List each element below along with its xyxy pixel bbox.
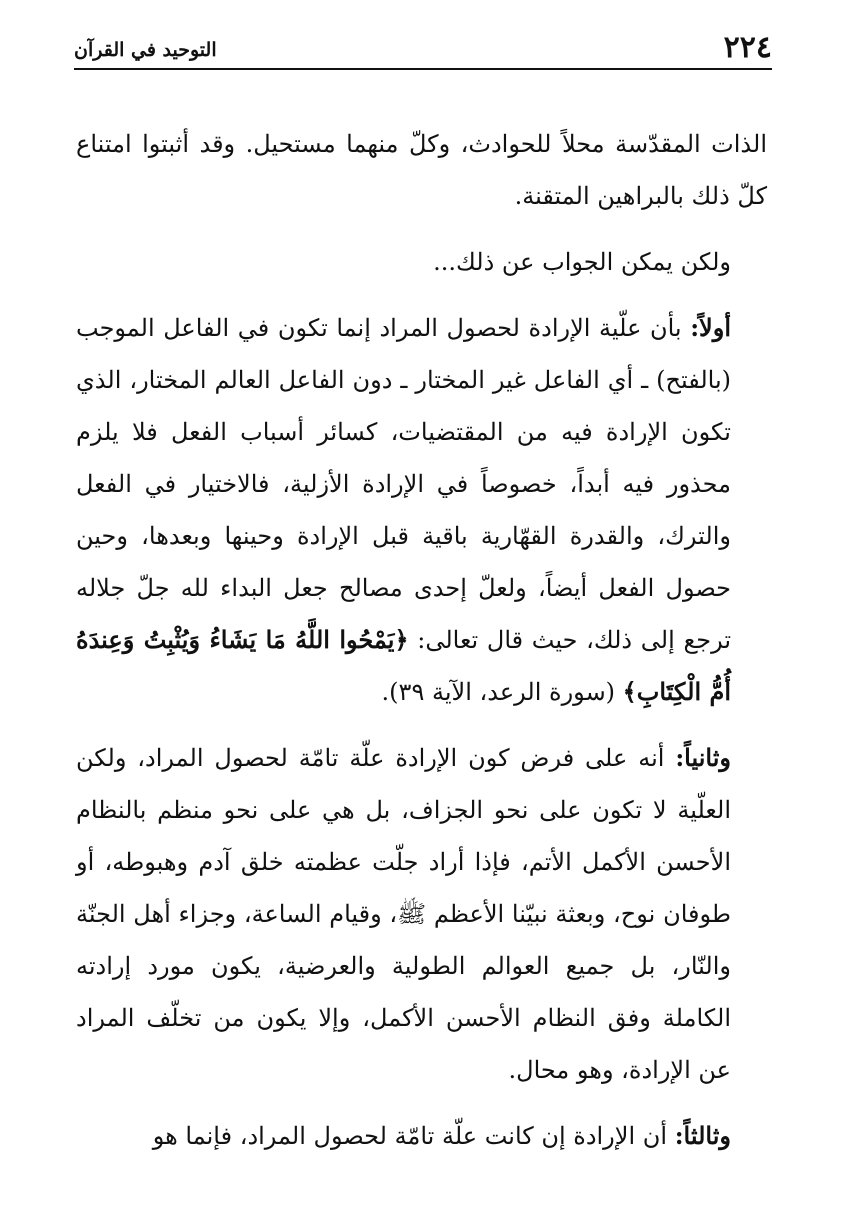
paragraph-first-point — [76, 302, 767, 718]
third-point-label: وثالثاً: — [674, 1121, 731, 1150]
header-rule — [74, 68, 772, 70]
body-text — [76, 118, 767, 1162]
paragraph-continuation: الذات المقدّسة محلاً للحوادث، وكلّ منهما مستحيل. وقد أثبتوا امتناع كلّ ذلك بالبراهين المتقنة. — [76, 130, 767, 210]
first-point-text: بأن علّية الإرادة لحصول المراد إنما تكون في الفاعل الموجب (بالفتح) ـ أي الفاعل غير المختار ـ دون الفاعل العالم المختار، الذي تكون الإرادة فيه من المقتضيات، كسائر أسباب الفعل فلا يلزم محذور فيه أبداً، خصوصاً في الإرادة الأزلية، فالاختيار في الفعل والترك، والقدرة القهّارية باقية قبل الإرادة وحينها وبعدها، وحين حصول الفعل أيضاً، ولعلّ إحدى مصالح جعل البداء لله جلّ جلاله ترجع إلى ذلك، حيث قال تعالى: — [76, 314, 731, 654]
page-number: ٢٢٤ — [723, 30, 772, 65]
third-point-text: أن الإرادة إن كانت علّة تامّة لحصول المراد، فإنما هو — [152, 1122, 675, 1150]
paragraph-answer-intro: ولكن يمكن الجواب عن ذلك... — [433, 248, 731, 276]
paragraph-third-point — [76, 1110, 767, 1162]
second-point-text: أنه على فرض كون الإرادة علّة تامّة لحصول المراد، ولكن العلّية لا تكون على نحو الجزاف، بل هي على نحو منظم بالنظام الأحسن الأكمل الأتم، فإذا أراد جلّت عظمته خلق آدم وهبوطه، أو طوفان نوح، وبعثة نبيّنا الأعظم ﷺ، وقيام الساعة، وجزاء أهل الجنّة والنّار، بل جميع العوالم الطولية والعرضية، يكون مورد إرادته الكاملة وفق النظام الأحسن الأكمل، وإلا يكون من تخلّف المراد عن الإرادة، وهو محال. — [76, 744, 731, 1084]
quran-verse: ﴿يَمْحُوا اللَّهُ مَا يَشَاءُ وَيُثْبِتُ وَعِندَهُ أُمُّ الْكِتَابِ﴾ — [76, 625, 731, 706]
first-point-label: أولاً: — [690, 313, 731, 342]
paragraph-second-point — [76, 732, 767, 1096]
book-title: التوحيد في القرآن — [74, 39, 217, 61]
second-point-label: وثانياً: — [675, 743, 731, 772]
running-header — [74, 28, 772, 68]
verse-reference: (سورة الرعد، الآية ٣٩). — [381, 678, 623, 706]
